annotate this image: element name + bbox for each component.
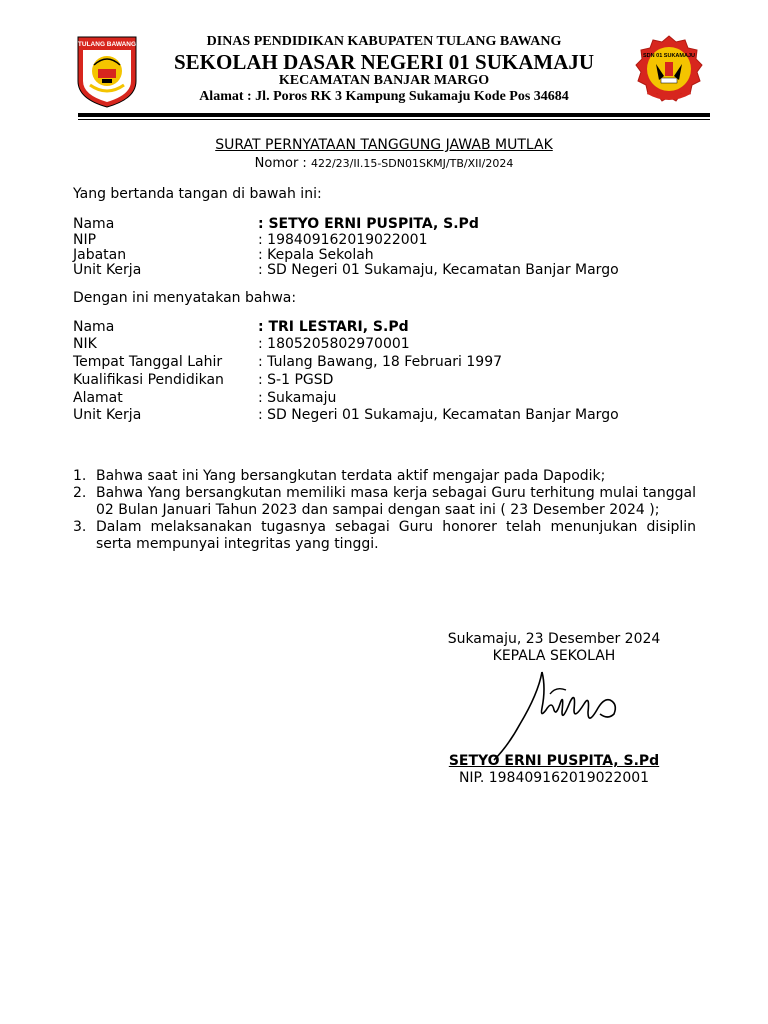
signer-label-unit: Unit Kerja bbox=[73, 262, 142, 278]
list-item bbox=[73, 468, 696, 485]
subject-label-nik: NIK bbox=[73, 336, 97, 352]
subject-value-unit: : SD Negeri 01 Sukamaju, Kecamatan Banjar Margo bbox=[258, 407, 619, 423]
subject-label-birth: Tempat Tanggal Lahir bbox=[73, 354, 223, 370]
signature-position: KEPALA SEKOLAH bbox=[492, 648, 616, 664]
signature-place-date: Sukamaju, 23 Desember 2024 bbox=[447, 631, 661, 647]
list-item-number: 3. bbox=[73, 519, 87, 535]
subject-label-qualification: Kualifikasi Pendidikan bbox=[73, 372, 224, 388]
school-name: SEKOLAH DASAR NEGERI 01 SUKAMAJU bbox=[173, 50, 595, 74]
subject-value-birth: : Tulang Bawang, 18 Februari 1997 bbox=[258, 354, 503, 370]
department-name: DINAS PENDIDIKAN KABUPATEN TULANG BAWANG bbox=[206, 34, 562, 49]
subject-value-name: : TRI LESTARI, S.Pd bbox=[258, 319, 409, 335]
list-item-number: 2. bbox=[73, 485, 87, 501]
district-name: KECAMATAN BANJAR MARGO bbox=[278, 73, 490, 88]
logo-left-text: TULANG BAWANG bbox=[77, 41, 137, 48]
document-number bbox=[0, 156, 768, 171]
signer-value-position: : Kepala Sekolah bbox=[258, 247, 374, 263]
statement-intro: Dengan ini menyatakan bahwa: bbox=[73, 290, 297, 306]
logo-right-text: SDN 01 SUKAMAJU bbox=[643, 53, 695, 59]
letterhead-rule-thin bbox=[78, 119, 710, 120]
list-item-text: Dalam melaksanakan tugasnya sebagai Guru honorer telah menunjukan disiplin serta mempunyai integritas yang tinggi. bbox=[96, 519, 696, 552]
document-title: SURAT PERNYATAAN TANGGUNG JAWAB MUTLAK bbox=[215, 137, 553, 153]
subject-value-nik: : 1805205802970001 bbox=[258, 336, 410, 352]
subject-label-unit: Unit Kerja bbox=[73, 407, 142, 423]
subject-value-qualification: : S-1 PGSD bbox=[258, 372, 334, 388]
list-item-text: Bahwa Yang bersangkutan memiliki masa kerja sebagai Guru terhitung mulai tanggal 02 Bulan Januari Tahun 2023 dan sampai dengan saat ini ( 23 Desember 2024 ); bbox=[96, 485, 696, 518]
document-number-label: Nomor : bbox=[254, 156, 307, 171]
list-item-number: 1. bbox=[73, 468, 87, 484]
signer-value-unit: : SD Negeri 01 Sukamaju, Kecamatan Banjar Margo bbox=[258, 262, 619, 278]
signer-label-nip: NIP bbox=[73, 232, 97, 248]
list-item-text: Bahwa saat ini Yang bersangkutan terdata aktif mengajar pada Dapodik; bbox=[96, 468, 606, 484]
list-item bbox=[73, 485, 696, 519]
signer-value-nip: : 198409162019022001 bbox=[258, 232, 428, 248]
signer-value-name: : SETYO ERNI PUSPITA, S.Pd bbox=[258, 216, 479, 232]
subject-label-address: Alamat bbox=[73, 390, 123, 406]
signature-nip: NIP. 198409162019022001 bbox=[458, 770, 650, 786]
subject-label-name: Nama bbox=[73, 319, 115, 335]
signature-name: SETYO ERNI PUSPITA, S.Pd bbox=[448, 753, 660, 769]
signer-label-name: Nama bbox=[73, 216, 115, 232]
handwritten-signature bbox=[480, 664, 630, 764]
list-item bbox=[73, 519, 696, 553]
intro-text: Yang bertanda tangan di bawah ini: bbox=[73, 186, 322, 202]
document-number-value: 422/23/II.15-SDN01SKMJ/TB/XII/2024 bbox=[310, 157, 514, 170]
subject-value-address: : Sukamaju bbox=[258, 390, 337, 406]
school-address: Alamat : Jl. Poros RK 3 Kampung Sukamaju Kode Pos 34684 bbox=[199, 89, 569, 104]
signer-label-position: Jabatan bbox=[73, 247, 127, 263]
statement-list bbox=[73, 468, 696, 553]
letterhead-rule-thick bbox=[78, 113, 710, 117]
